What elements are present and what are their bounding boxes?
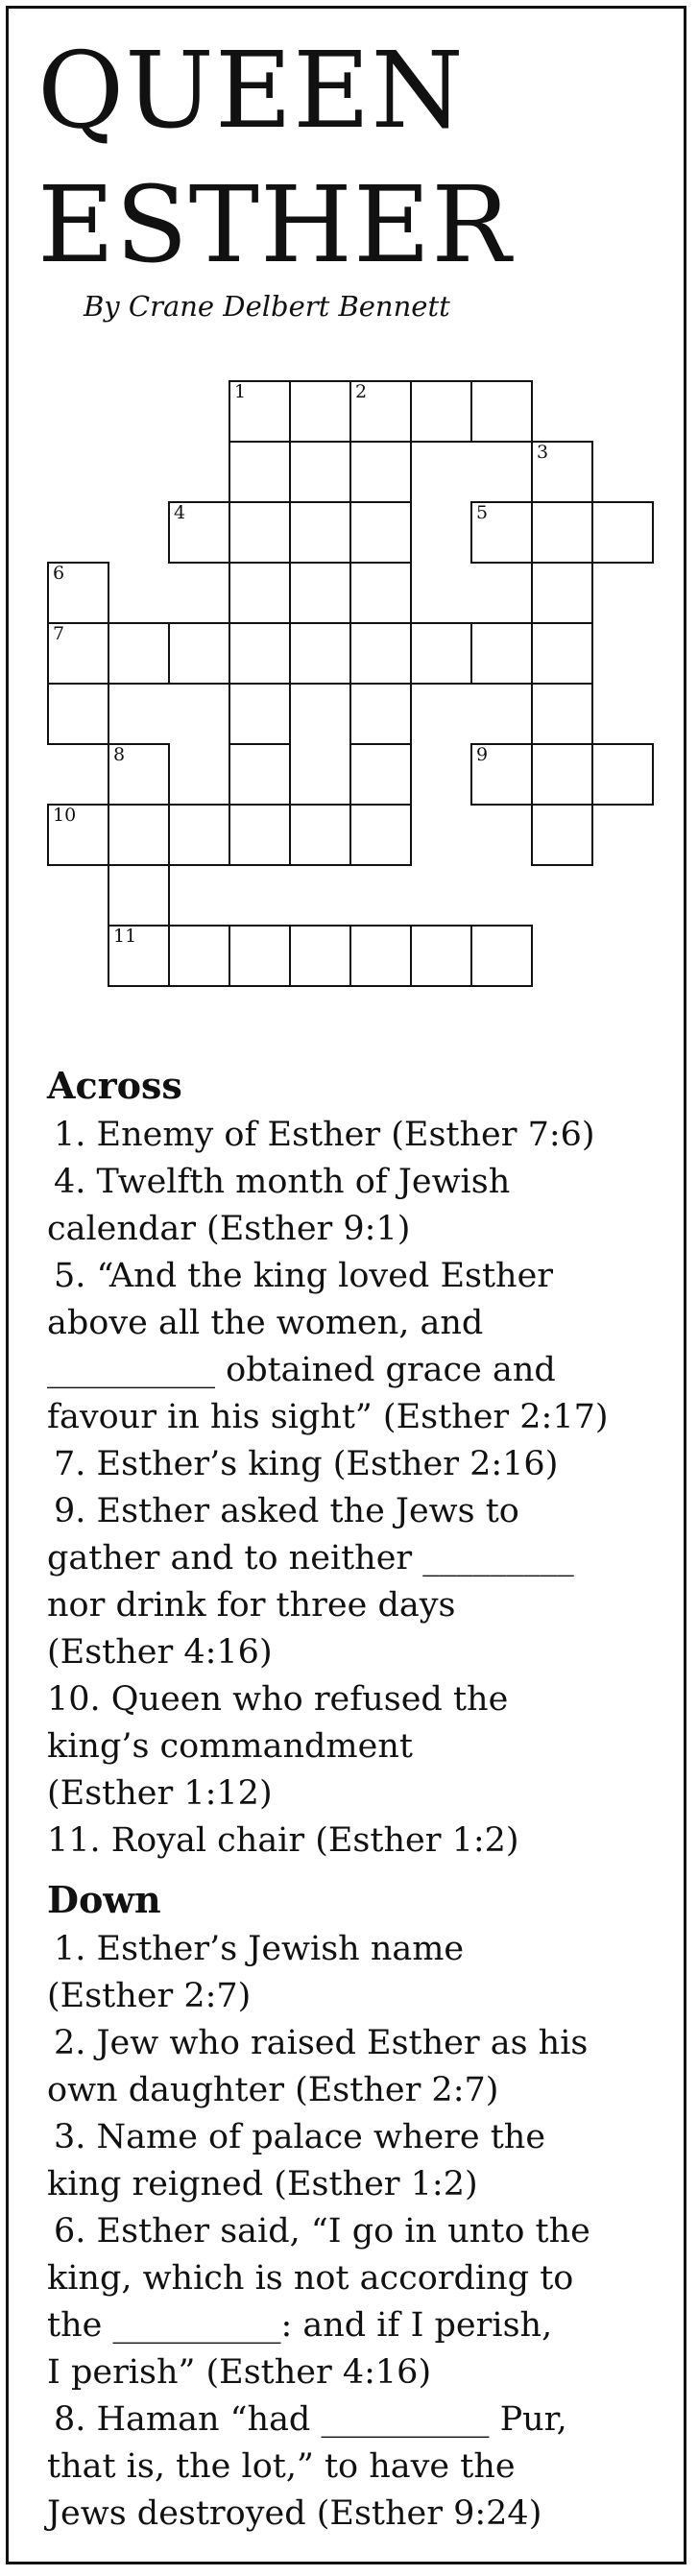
byline: By Crane Delbert Bennett	[84, 290, 450, 323]
grid-cell[interactable]	[349, 441, 412, 503]
grid-cell[interactable]	[47, 562, 109, 624]
grid-cell[interactable]	[470, 622, 533, 685]
crossword-grid	[47, 380, 681, 1004]
grid-cell[interactable]	[410, 622, 472, 685]
grid-cell[interactable]	[349, 622, 412, 685]
grid-cell[interactable]	[229, 925, 291, 987]
grid-cell[interactable]	[531, 501, 593, 564]
grid-cell[interactable]	[410, 380, 472, 443]
across-clue-line: nor drink for three days	[47, 1586, 456, 1625]
grid-cell[interactable]	[47, 804, 109, 866]
across-clue-line: calendar (Esther 9:1)	[47, 1210, 411, 1248]
across-clue-line: __________ obtained grace and	[47, 1351, 556, 1389]
down-clue-line: that is, the lot,” to have the	[47, 2447, 516, 2486]
grid-cell[interactable]	[108, 925, 170, 987]
grid-cell[interactable]	[289, 380, 351, 443]
title-line-1: QUEEN	[37, 29, 465, 152]
grid-cell[interactable]	[108, 864, 170, 927]
title-line-2: ESTHER	[37, 163, 513, 286]
cell-number: 7	[53, 623, 65, 644]
across-clue-line: 7. Esther’s king (Esther 2:16)	[54, 1445, 559, 1483]
grid-cell[interactable]	[168, 622, 230, 685]
down-clue-line: 1. Esther’s Jewish name	[54, 1930, 465, 1968]
across-clue-line: 1. Enemy of Esther (Esther 7:6)	[54, 1116, 595, 1154]
grid-cell[interactable]	[108, 804, 170, 866]
grid-cell[interactable]	[410, 925, 472, 987]
grid-cell[interactable]	[47, 622, 109, 685]
grid-cell[interactable]	[349, 804, 412, 866]
grid-cell[interactable]	[289, 501, 351, 564]
puzzle-frame	[6, 6, 686, 2564]
grid-cell[interactable]	[229, 380, 291, 443]
grid-cell[interactable]	[531, 622, 593, 685]
across-clue-line: 10. Queen who refused the	[47, 1680, 509, 1719]
grid-cell[interactable]	[349, 380, 412, 443]
grid-cell[interactable]	[229, 804, 291, 866]
grid-cell[interactable]	[229, 743, 291, 806]
down-clue-line: 3. Name of palace where the	[54, 2118, 546, 2156]
down-clue-line: 8. Haman “had __________ Pur,	[54, 2400, 567, 2439]
grid-cell[interactable]	[108, 622, 170, 685]
grid-cell[interactable]	[229, 501, 291, 564]
across-section	[47, 1060, 681, 1865]
grid-cell[interactable]	[531, 441, 593, 503]
down-clue-line: I perish” (Esther 4:16)	[47, 2353, 432, 2392]
across-clue-line: 11. Royal chair (Esther 1:2)	[47, 1821, 519, 1860]
grid-cell[interactable]	[470, 501, 533, 564]
grid-cell[interactable]	[289, 804, 351, 866]
grid-cell[interactable]	[591, 501, 654, 564]
down-clue-line: king, which is not according to	[47, 2259, 574, 2298]
down-clue-line: (Esther 2:7)	[47, 1977, 252, 2015]
cell-number: 4	[174, 502, 186, 523]
grid-cell[interactable]	[349, 925, 412, 987]
down-clue-line: 6. Esther said, “I go in unto the	[54, 2212, 590, 2251]
grid-cell[interactable]	[349, 683, 412, 745]
grid-cell[interactable]	[229, 441, 291, 503]
grid-cell[interactable]	[289, 925, 351, 987]
down-clue-line: 2. Jew who raised Esther as his	[54, 2024, 589, 2062]
grid-cell[interactable]	[289, 441, 351, 503]
across-clue-line: above all the women, and	[47, 1304, 484, 1342]
grid-cell[interactable]	[168, 501, 230, 564]
down-clue-line: the __________: and if I perish,	[47, 2306, 553, 2345]
grid-cell[interactable]	[349, 743, 412, 806]
cell-number: 1	[234, 381, 247, 402]
grid-cell[interactable]	[168, 804, 230, 866]
grid-cell[interactable]	[591, 743, 654, 806]
grid-cell[interactable]	[229, 683, 291, 745]
cell-number: 2	[355, 381, 368, 402]
across-clue-line: 4. Twelfth month of Jewish	[54, 1163, 511, 1201]
grid-cell[interactable]	[349, 562, 412, 624]
across-clue-line: (Esther 4:16)	[47, 1633, 273, 1672]
cell-number: 9	[476, 744, 489, 765]
grid-cell[interactable]	[531, 743, 593, 806]
down-clue-line: own daughter (Esther 2:7)	[47, 2071, 499, 2109]
across-heading: Across	[47, 1064, 182, 1107]
down-section	[47, 1874, 681, 2538]
grid-cell[interactable]	[470, 925, 533, 987]
grid-cell[interactable]	[47, 683, 109, 745]
down-clue-line: Jews destroyed (Esther 9:24)	[47, 2494, 542, 2533]
grid-cell[interactable]	[531, 683, 593, 745]
across-clue-line: gather and to neither _________	[47, 1539, 574, 1577]
clues	[47, 1060, 681, 2538]
grid-cell[interactable]	[289, 622, 351, 685]
cell-number: 6	[53, 563, 65, 584]
grid-cell[interactable]	[168, 925, 230, 987]
cell-number: 10	[53, 805, 77, 826]
down-clue-line: king reigned (Esther 1:2)	[47, 2165, 478, 2203]
grid-cell[interactable]	[470, 380, 533, 443]
across-clue-line: favour in his sight” (Esther 2:17)	[47, 1398, 609, 1436]
cell-number: 11	[113, 926, 137, 947]
grid-cell[interactable]	[229, 622, 291, 685]
grid-cell[interactable]	[108, 743, 170, 806]
grid-cell[interactable]	[349, 501, 412, 564]
down-heading: Down	[47, 1878, 161, 1921]
across-clue-line: 9. Esther asked the Jews to	[54, 1492, 519, 1530]
cell-number: 5	[476, 502, 489, 523]
cell-number: 8	[113, 744, 126, 765]
across-clue-line: king’s commandment	[47, 1727, 413, 1766]
grid-cell[interactable]	[229, 562, 291, 624]
grid-cell[interactable]	[470, 743, 533, 806]
across-clue-line: 5. “And the king loved Esther	[54, 1257, 554, 1295]
grid-cell[interactable]	[531, 804, 593, 866]
cell-number: 3	[537, 442, 549, 463]
grid-cell[interactable]	[531, 562, 593, 624]
across-clue-line: (Esther 1:12)	[47, 1774, 273, 1813]
